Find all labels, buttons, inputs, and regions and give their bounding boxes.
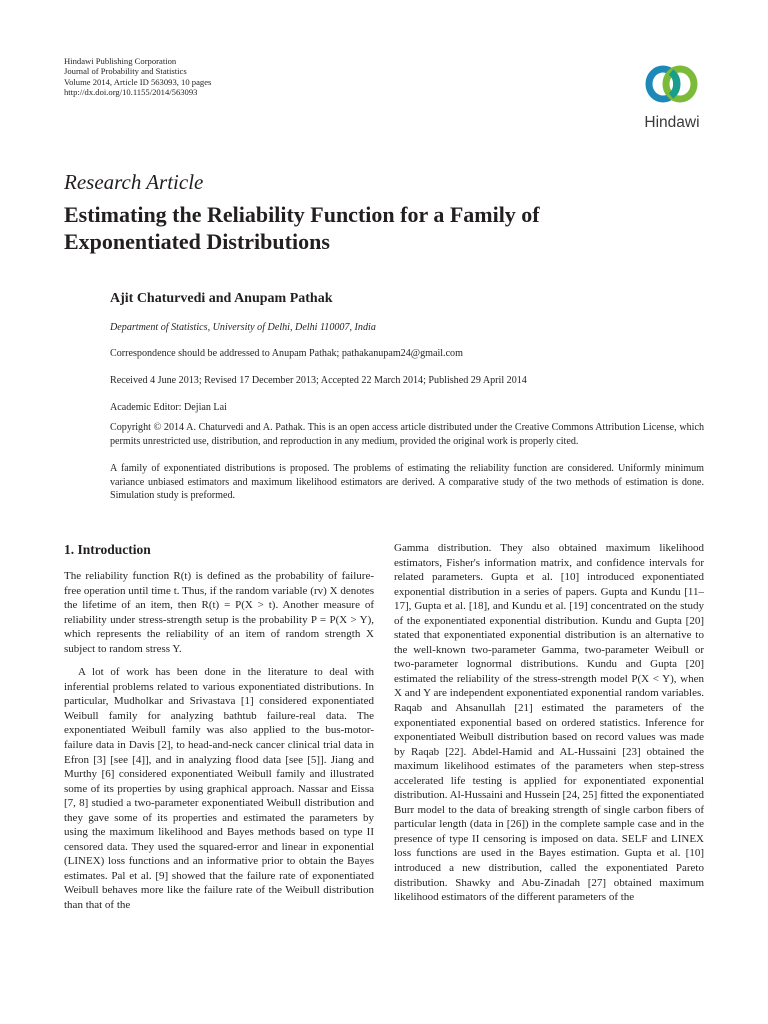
publication-dates: Received 4 June 2013; Revised 17 December 2013; Accepted 22 March 2014; Published 29 April 2014 <box>110 375 527 386</box>
journal-name: Journal of Probability and Statistics <box>64 66 187 77</box>
doi-link[interactable]: http://dx.doi.org/10.1155/2014/563093 <box>64 87 198 98</box>
section-heading: 1. Introduction <box>64 542 151 557</box>
logo-wordmark: Hindawi <box>644 114 700 131</box>
abstract: A family of exponentiated distributions is proposed. The problems of estimating the reliability function are considered. Uniformly minimum variance unbiased estimators and maximum likelihood estimators are derived. A comparative study of the two methods of estimation is done. Simulation study is preformed. <box>110 463 704 502</box>
paragraph: Gamma distribution. They also obtained maximum likelihood estimators, Fisher's information matrix, and confidence intervals for related parameters. Gupta et al. [10] introduced exponentiated exponential distribution in a series of papers. Gupta and Kundu [11–17], Gupta et al. [18], and Kundu et al. [19] concentrated on the study of the exponentiated exponential distribution. Kundu and Gupta [20] stated that exponentiated exponential distribution is an alternative to the well-known two-parameter Gamma, two-parameter Weibull or two-parameter lognormal distributions. Kundu and Gupta [20] estimated the reliability of the stress-strength model P(X < Y), when X and Y are independent exponentiated exponential random variables. Raqab and Ahsanullah [21] estimated the parameters of the exponentiated exponential based on ordered statistics. Inference for exponentiated Weibull distribution based on record values was made by Raqab [22]. Abdel-Hamid and AL-Hussaini [23] obtained the maximum likelihood estimates of the parameters when step-stress accelerated life testing is applied for exponentiated exponential distribution. Al-Hussaini and Hussein [24, 25] fitted the exponentiated Burr model to the data of breaking strength of single carbon fibers of particular length (data in [26]) in the complete sample case and in the presence of type II censoring is imposed on data. SELF and LINEX loss functions are used in the Bayes estimation. Gupta et al. [10] introduced a new distribution, called the exponentiated Pareto distribution. Shawky and Abu-Zinadah [27] obtained maximum likelihood estimators of the different parameters of the <box>394 542 704 904</box>
publisher-name: Hindawi Publishing Corporation <box>64 56 177 66</box>
authors: Ajit Chaturvedi and Anupam Pathak <box>110 291 333 306</box>
copyright-notice: Copyright © 2014 A. Chaturvedi and A. Pathak. This is an open access article distributed under the Creative Commons Attribution License, which permits unrestricted use, distribution, and reproduction in any medium, provided the original work is properly cited. <box>110 422 704 447</box>
right-column <box>394 541 704 905</box>
journal-header <box>64 56 211 98</box>
academic-editor: Academic Editor: Dejian Lai <box>110 402 227 413</box>
correspondence: Correspondence should be addressed to Anupam Pathak; pathakanupam24@gmail.com <box>110 348 463 359</box>
left-column <box>64 542 374 913</box>
hindawi-logo[interactable] <box>632 60 712 136</box>
paragraph: The reliability function R(t) is defined as the probability of failure-free operation until time t. Thus, if the random variable (rv) X denotes the lifetime of an item, then R(t) = P(X > t). Another measure of reliability under stress-strength setup is the probability P = P(X > Y), which represents the reliability of an item of random strength X subject to random stress Y. <box>64 570 374 655</box>
affiliation: Department of Statistics, University of Delhi, Delhi 110007, India <box>110 322 376 333</box>
paper-title: Estimating the Reliability Function for a Family of Exponentiated Distributions <box>64 202 540 254</box>
article-type: Research Article <box>64 170 204 194</box>
hindawi-logo-icon <box>638 60 706 112</box>
paragraph: A lot of work has been done in the literature to deal with inferential problems related to various exponentiated distributions. In particular, Mudholkar and Srivastava [1] considered exponentiated Weibull family for analyzing bathtub failure-real data. The exponentiated Weibull family was also applied to the bus-motor-failure data in Davis [2], to head-and-neck cancer clinical trial data in Efron [3] [see [4]], and in analyzing flood data [see [5]]. Jiang and Murthy [6] considered exponentiated Weibull family and illustrated some of its properties by using graphical approach. Nassar and Eissa [7, 8] studied a two-parameter exponentiated Weibull distribution and they gave some of its properties and estimated the parameters by using the maximum likelihood and Bayes methods based on type II censored data. They used the squared-error and linear in exponential (LINEX) loss functions and an informative prior to obtain the Bayes estimates. Pal et al. [9] showed that the failure rate of exponentiated Weibull behaves more like the failure rate of the Weibull distribution than that of the <box>64 666 374 912</box>
volume-info: Volume 2014, Article ID 563093, 10 pages <box>64 76 212 87</box>
